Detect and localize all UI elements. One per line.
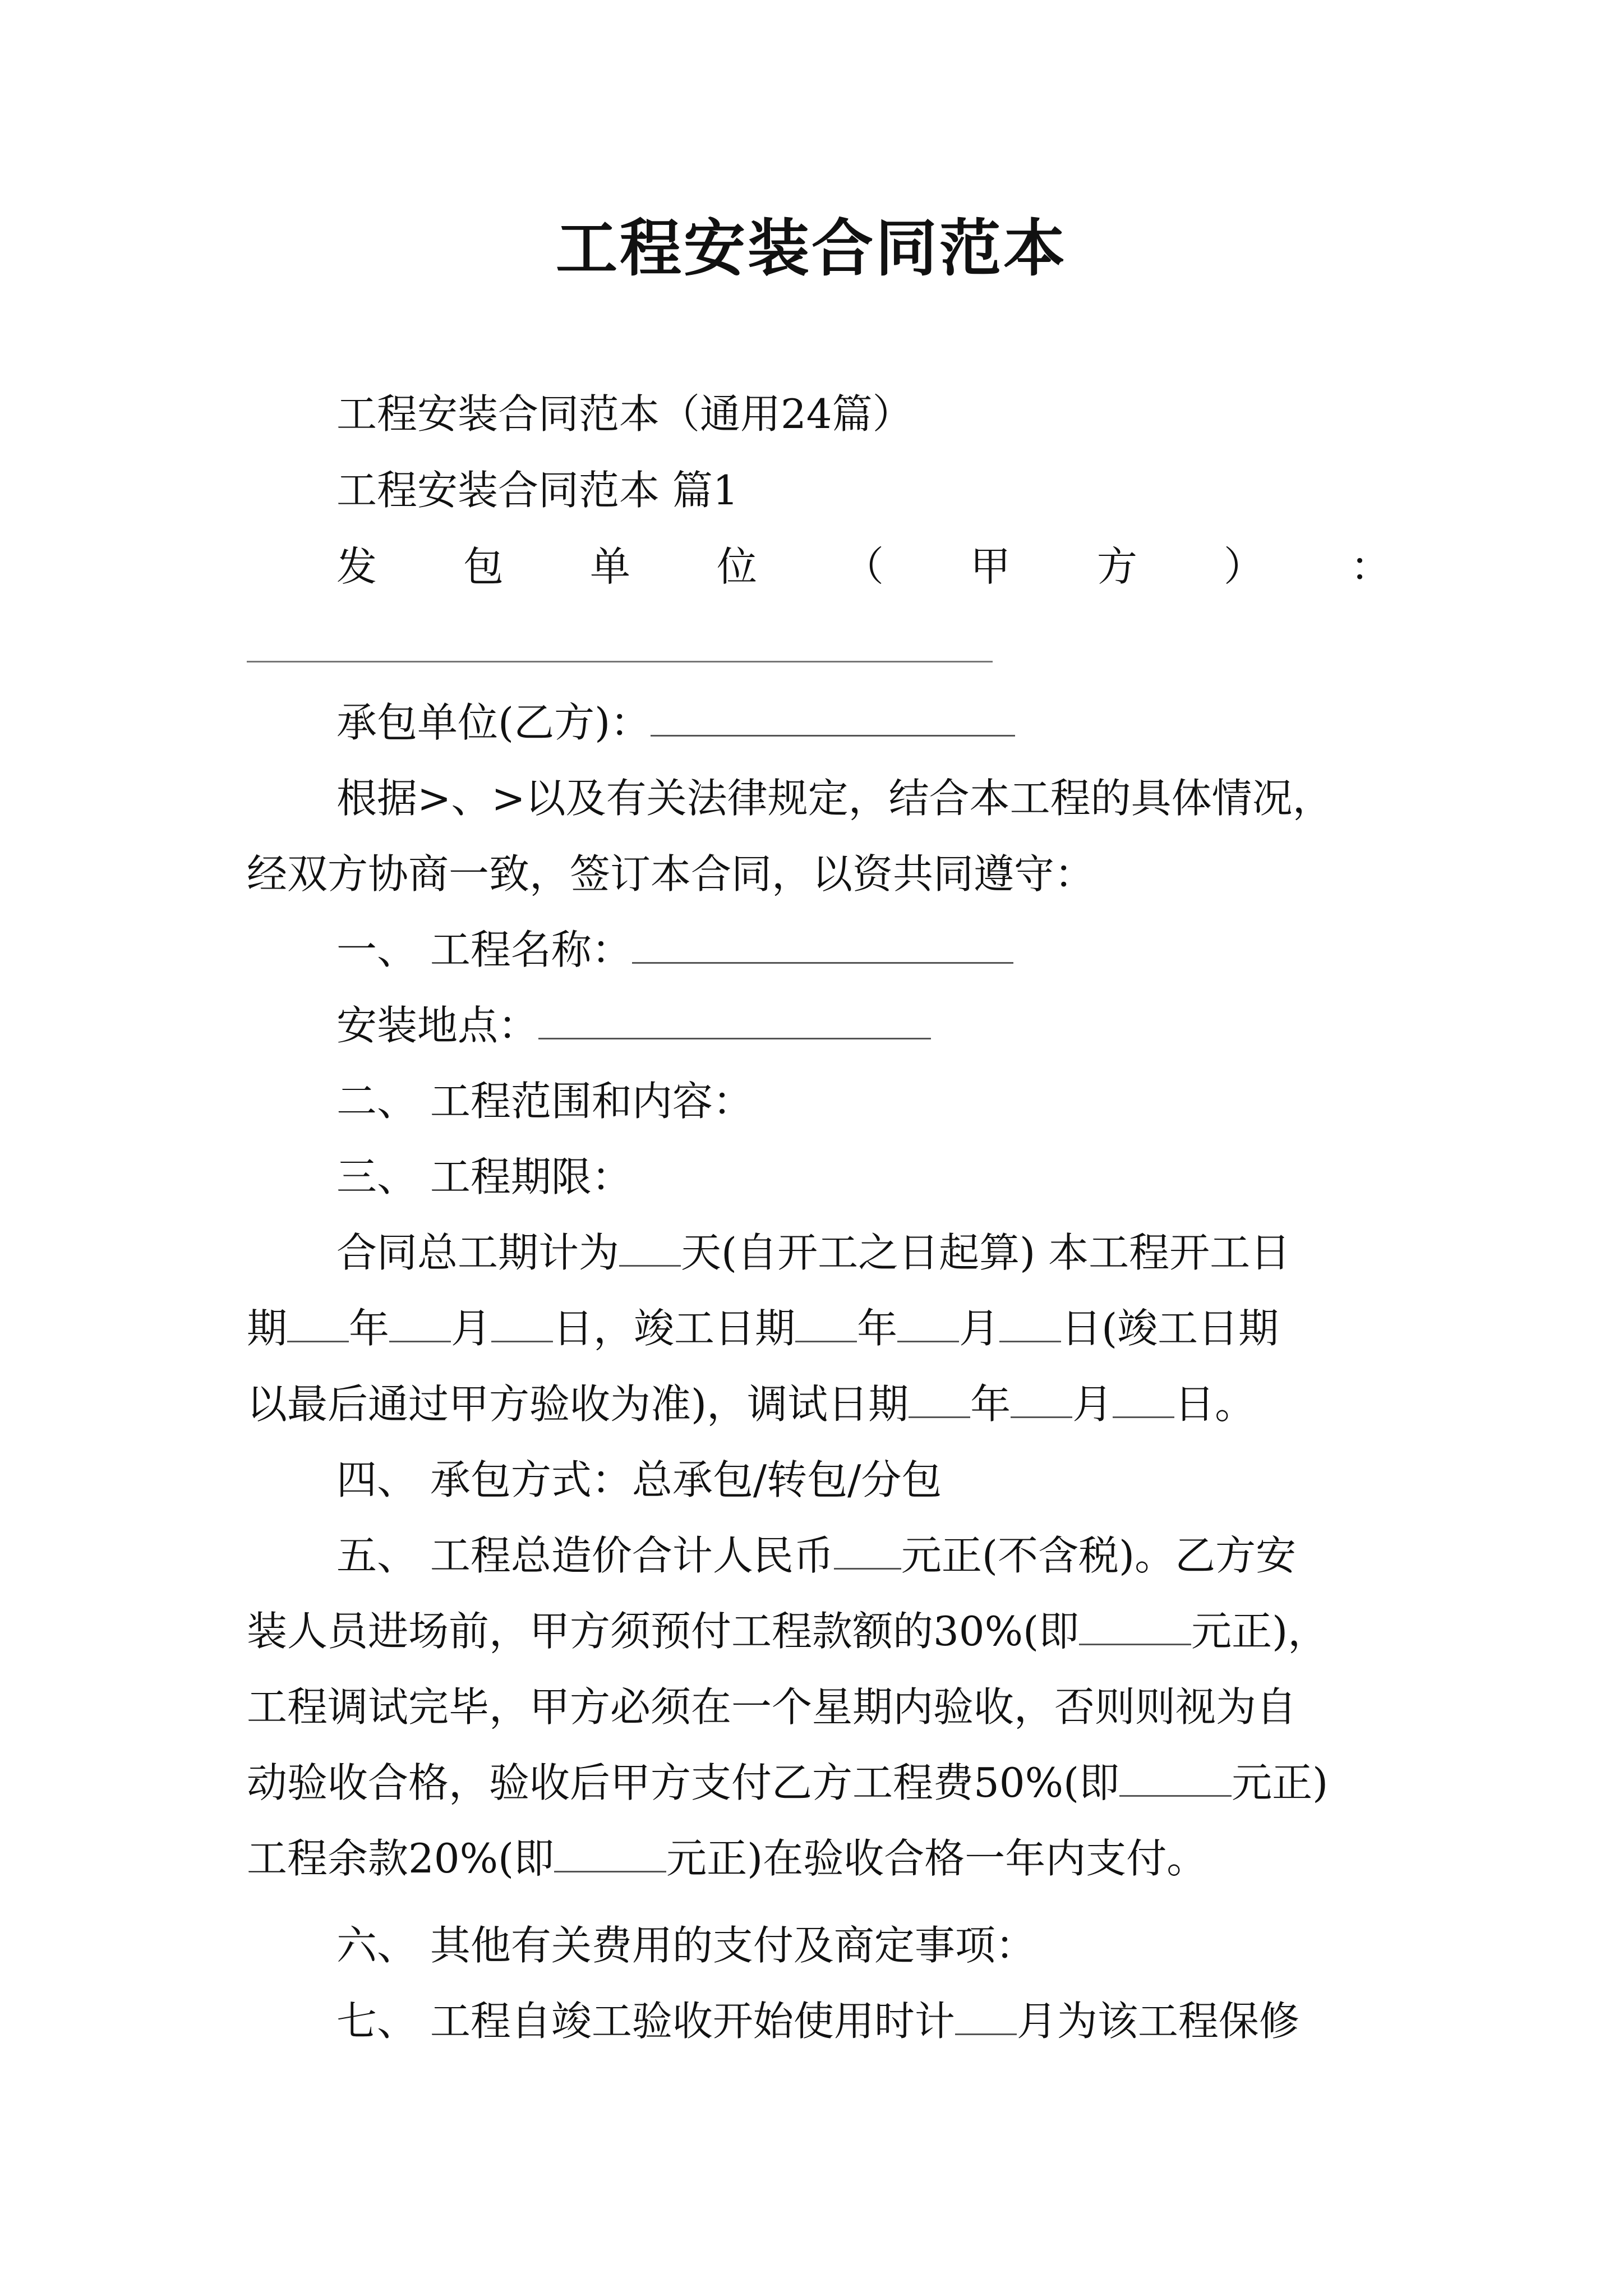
item7-text: 月为该工程保修 xyxy=(1016,1998,1299,2045)
project-name-blank[interactable] xyxy=(632,923,1013,964)
period-text: 期 xyxy=(247,1305,288,1352)
period-text: 月 xyxy=(451,1305,492,1352)
end-year-blank[interactable] xyxy=(795,1301,857,1342)
party-a-char: （ xyxy=(843,543,884,590)
party-b-label: 承包单位(乙方)： xyxy=(336,699,651,746)
item4: 四、 承包方式：总承包/转包/分包 xyxy=(336,1456,942,1503)
payment-line-4 xyxy=(247,1756,1391,1810)
location-row xyxy=(336,999,1481,1052)
item2: 二、 工程范围和内容： xyxy=(336,1078,753,1125)
period-text: 月 xyxy=(959,1305,1000,1352)
party-a-char: 位 xyxy=(716,543,757,590)
payment-text: 工程余款20%(即 xyxy=(247,1835,555,1882)
period-text: 日。 xyxy=(1174,1381,1256,1428)
item7-line-1 xyxy=(336,1994,1481,2048)
period-text: 年 xyxy=(857,1305,898,1352)
item3: 三、 工程期限： xyxy=(336,1153,632,1200)
payment-text: 元正)在验收合格一年内支付。 xyxy=(666,1835,1207,1882)
item6: 六、 其他有关费用的支付及商定事项： xyxy=(336,1922,1036,1969)
item5-text: 五、 工程总造价合计人民币 xyxy=(336,1532,834,1579)
period-text: 年 xyxy=(349,1305,390,1352)
payment-line-3: 工程调试完毕，甲方必须在一个星期内验收，否则则视为自 xyxy=(247,1683,1297,1731)
item5-line-1 xyxy=(336,1529,1481,1582)
payment-text: 元正) xyxy=(1232,1759,1329,1806)
part-heading: 工程安装合同范本 篇1 xyxy=(336,467,739,514)
period-text: 以最后通过甲方验收为准)，调试日期 xyxy=(247,1381,909,1428)
party-a-char: 包 xyxy=(463,543,504,590)
payment-text: 元正)， xyxy=(1191,1608,1329,1655)
party-a-char: 甲 xyxy=(970,543,1011,590)
start-day-blank[interactable] xyxy=(491,1301,553,1342)
party-a-char: 单 xyxy=(589,543,630,590)
item7-text: 七、 工程自竣工验收开始使用时计 xyxy=(336,1998,955,2045)
period-line-1 xyxy=(336,1226,1481,1280)
period-text: 日(竣工日期 xyxy=(1061,1305,1279,1352)
period-line-2 xyxy=(247,1301,1391,1355)
payment-line-2 xyxy=(247,1604,1391,1658)
start-year-blank[interactable] xyxy=(287,1301,349,1342)
days-blank[interactable] xyxy=(619,1226,681,1267)
party-a-char: 方 xyxy=(1096,543,1137,590)
period-text: 天(自开工之日起算) 本工程开工日 xyxy=(681,1229,1291,1276)
end-month-blank[interactable] xyxy=(897,1301,959,1342)
advance-amount-blank[interactable] xyxy=(1079,1604,1191,1645)
party-b-blank[interactable] xyxy=(651,696,1015,737)
test-day-blank[interactable] xyxy=(1113,1377,1174,1418)
test-month-blank[interactable] xyxy=(1011,1377,1072,1418)
period-text: 日，竣工日期 xyxy=(553,1305,796,1352)
period-text: 月 xyxy=(1072,1381,1113,1428)
warranty-months-blank[interactable] xyxy=(955,1994,1017,2035)
acceptance-amount-blank[interactable] xyxy=(1119,1756,1232,1797)
party-a-char: ： xyxy=(1350,543,1391,590)
location-label: 安装地点： xyxy=(336,1002,539,1049)
start-month-blank[interactable] xyxy=(389,1301,451,1342)
payment-text: 装人员进场前，甲方须预付工程款额的30%(即 xyxy=(247,1608,1080,1655)
period-text: 年 xyxy=(970,1381,1011,1428)
item1-label: 一、 工程名称： xyxy=(336,926,632,973)
subtitle: 工程安装合同范本（通用24篇） xyxy=(336,390,913,438)
party-a-char: ） xyxy=(1223,543,1264,590)
item5-text: 元正(不含税)。乙方安 xyxy=(901,1532,1297,1579)
period-text: 合同总工期计为 xyxy=(336,1229,620,1276)
end-day-blank[interactable] xyxy=(999,1301,1061,1342)
intro-line-2: 经双方协商一致，签订本合同，以资共同遵守： xyxy=(247,850,1095,898)
party-a-label xyxy=(336,540,1391,593)
document-title: 工程安装合同范本 xyxy=(556,212,1067,284)
location-blank[interactable] xyxy=(538,999,931,1039)
intro-line-1: 根据>、>以及有关法律规定，结合本工程的具体情况， xyxy=(336,775,1333,822)
test-year-blank[interactable] xyxy=(909,1377,970,1418)
party-a-char: 发 xyxy=(336,543,377,590)
period-line-3 xyxy=(247,1377,1391,1431)
payment-text: 动验收合格，验收后甲方支付乙方工程费50%(即 xyxy=(247,1759,1120,1806)
balance-amount-blank[interactable] xyxy=(554,1832,666,1872)
party-b-row xyxy=(336,696,1481,749)
item1-row xyxy=(336,923,1481,977)
party-a-blank[interactable] xyxy=(247,661,993,662)
payment-line-5 xyxy=(247,1832,1391,1885)
total-price-blank[interactable] xyxy=(834,1529,901,1570)
